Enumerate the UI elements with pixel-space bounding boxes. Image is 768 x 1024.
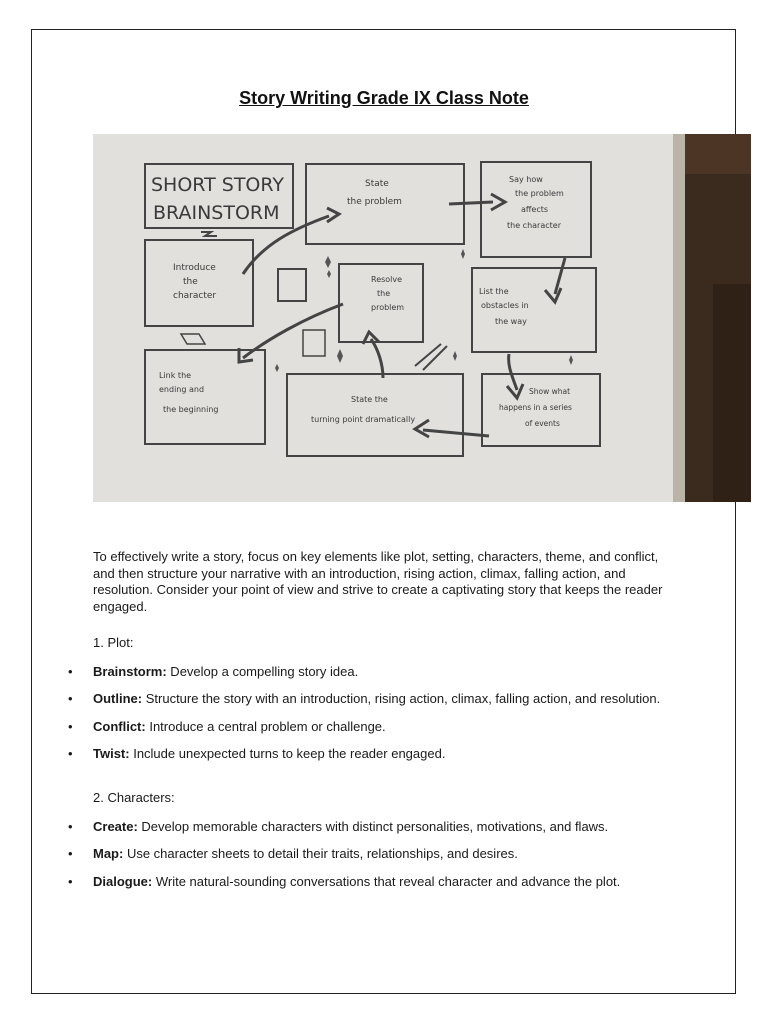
- list-item: • Brainstorm: Develop a compelling story idea.: [68, 664, 359, 679]
- sketch-box-state-problem: State the problem: [347, 179, 402, 207]
- bullet-icon: •: [68, 719, 73, 734]
- section-heading-characters: 2. Characters:: [93, 790, 175, 805]
- brainstorm-photo: [93, 134, 751, 502]
- brainstorm-sketch: [93, 134, 751, 502]
- sketch-heading-1: SHORT STORY: [151, 174, 284, 196]
- list-item: • Outline: Structure the story with an introduction, rising action, climax, falling action, and resolution.: [68, 691, 661, 706]
- bullet-icon: •: [68, 664, 73, 679]
- list-item: • Twist: Include unexpected turns to keep the reader engaged.: [68, 746, 446, 761]
- document-title: Story Writing Grade IX Class Note: [239, 88, 529, 108]
- sketch-box-resolve: Resolve the problem: [371, 275, 405, 312]
- list-item: • Conflict: Introduce a central problem or challenge.: [68, 719, 386, 734]
- bullet-icon: •: [68, 691, 73, 706]
- sketch-box-turning: State the turning point dramatically: [311, 395, 416, 424]
- bullet-icon: •: [68, 819, 73, 834]
- bullet-icon: •: [68, 846, 73, 861]
- list-item: • Create: Develop memorable characters with distinct personalities, motivations, and flaws.: [68, 819, 609, 834]
- sketch-box-introduce: Introduce the character: [173, 263, 217, 301]
- bullet-icon: •: [68, 874, 73, 889]
- section-heading-plot: 1. Plot:: [93, 635, 134, 650]
- sketch-box-say-how: Say how the problem affects the character: [507, 175, 564, 230]
- list-item: • Dialogue: Write natural-sounding conversations that reveal character and advance the plot.: [68, 874, 621, 889]
- sketch-box-link: Link the ending and the beginning: [159, 371, 219, 414]
- list-item: • Map: Use character sheets to detail their traits, relationships, and desires.: [68, 846, 518, 861]
- intro-paragraph: To effectively write a story, focus on key elements like plot, setting, characters, theme, and conflict, and then structure your narrative with an introduction, rising action, climax, falling action, and resolution. Consider your point of view and strive to create a captivating story that keeps the reader engaged.: [93, 549, 663, 614]
- bullet-icon: •: [68, 746, 73, 761]
- sketch-box-show: Show what happens in a series of events: [499, 387, 572, 428]
- sketch-heading-2: BRAINSTORM: [153, 202, 280, 224]
- sketch-box-list: List the obstacles in the way: [479, 287, 529, 326]
